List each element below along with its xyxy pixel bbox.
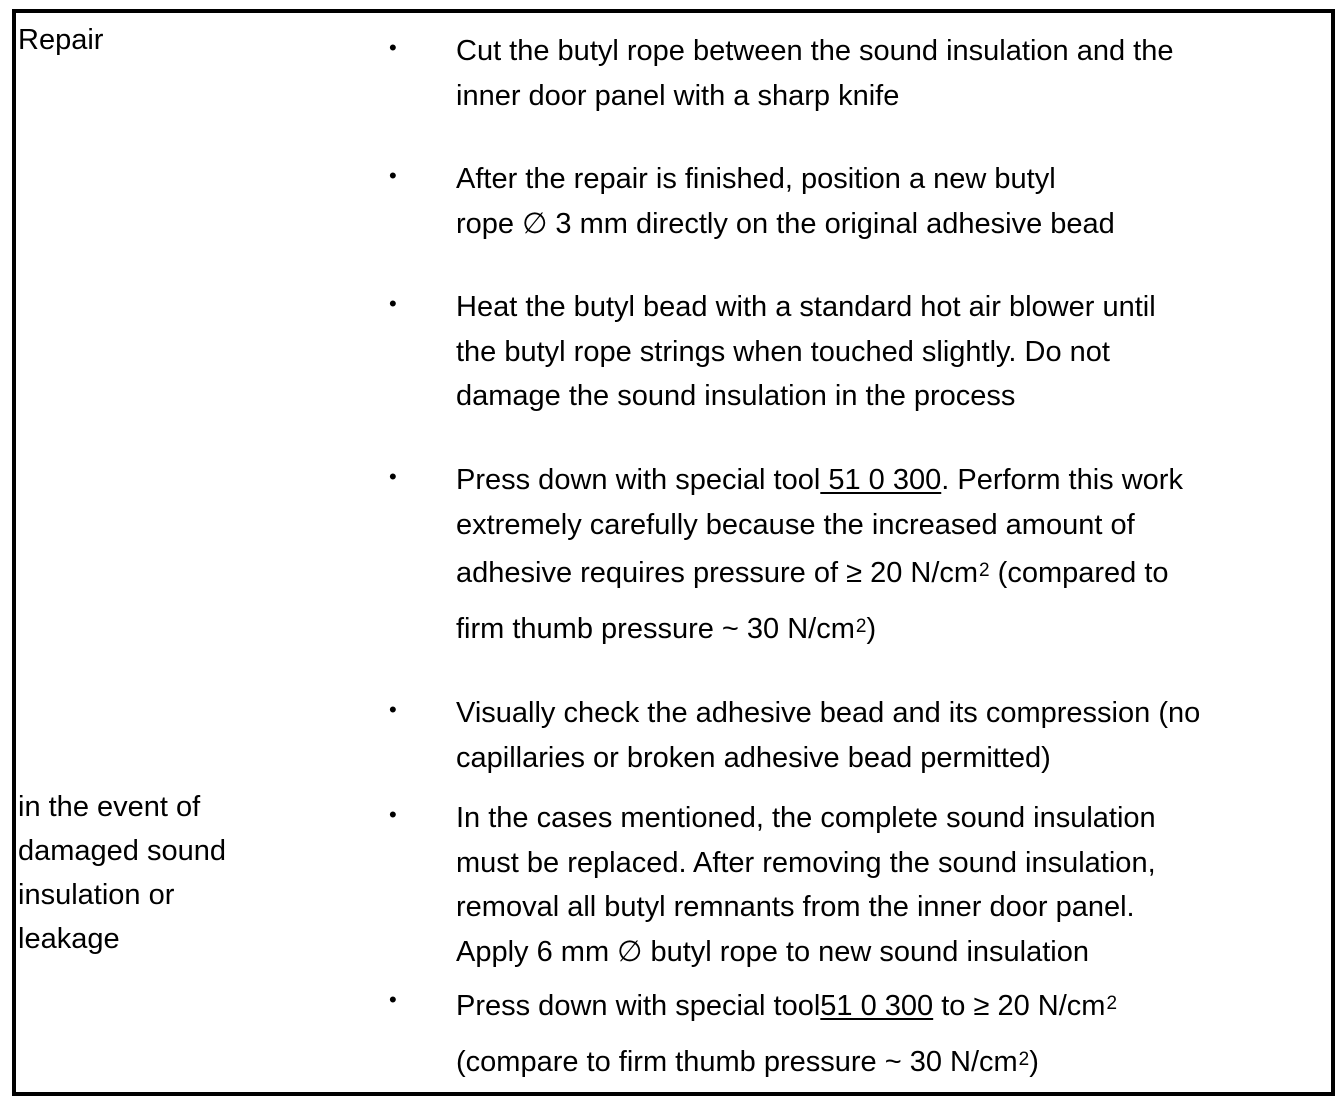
step-4-text: Press down with special tool 51 0 300. Perform this work extremely carefully because the increased amount of adhesive requires pressure of ≥ 20 $N/cm^2$ (compared to firm thumb pressure ~ 30 $N/cm^2$) xyxy=(456,464,1183,645)
event-label: in the event of damaged sound insulation or leakage xyxy=(18,791,226,955)
repair-label: Repair xyxy=(18,24,104,56)
bullet-2: • xyxy=(389,163,397,188)
special-tool-link-2[interactable]: 51 0 300 xyxy=(820,990,934,1022)
step-3-text: Heat the butyl bead with a standard hot air blower until the butyl rope strings when touched slightly. Do not damage the sound insulation in the process xyxy=(456,291,1156,412)
step-6-text: In the cases mentioned, the complete sound insulation must be replaced. After removing the sound insulation, removal all butyl remnants from the inner door panel. Apply 6 mm ∅ butyl rope to new sound insulation xyxy=(456,802,1156,968)
bullet-7: • xyxy=(389,987,397,1012)
step-2-text: After the repair is finished, position a new butyl rope ∅ 3 mm directly on the original adhesive bead xyxy=(456,163,1115,240)
bullet-5: • xyxy=(389,697,397,722)
bullet-3: • xyxy=(389,291,397,316)
special-tool-link[interactable]: 51 0 300 xyxy=(820,464,942,496)
bullet-6: • xyxy=(389,802,397,827)
bullet-4: • xyxy=(389,464,397,489)
bullet-1: • xyxy=(389,35,397,60)
step-1-text: Cut the butyl rope between the sound insulation and the inner door panel with a sharp knife xyxy=(456,35,1174,112)
step-5-text: Visually check the adhesive bead and its compression (no capillaries or broken adhesive bead permitted) xyxy=(456,697,1201,774)
step-7-text: Press down with special tool51 0 300 to ≥ 20 $N/cm^2$ (compare to firm thumb pressure ~ 30 $N/cm^2$) xyxy=(456,990,1118,1078)
